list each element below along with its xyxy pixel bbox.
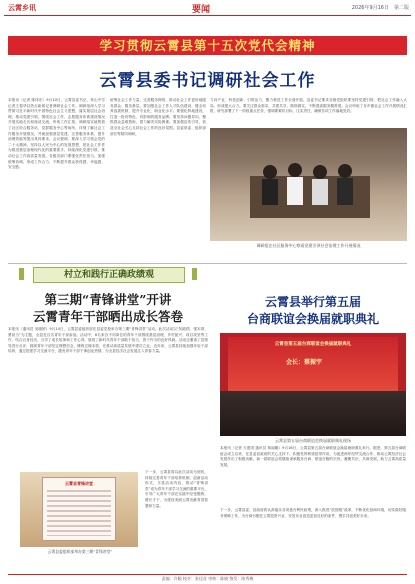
third-headline-line1: 云霄县举行第五届 — [264, 295, 361, 309]
people-illustration-icon — [250, 158, 370, 218]
top-story-body-col3: 力向产业、科技创新、引领活力，聚力推进工作全面开展。县委书记要求各级党组织要坚持党建引领，把社会工作融入大局，形成强大合力。要关注群众需求，共建共享，做细做实，不断提高服务精准度。会议听取了各乡镇社会工作开展情况汇报，研究部署了下一阶段重点任务，强调要紧盯目标，压实责任，确保各项工作落地见效。 — [210, 98, 407, 114]
top-headline: 云霄县委书记调研社会工作 — [99, 71, 316, 91]
top-story-body-col1: 本报讯（记者 陈伟东）9月10日，云霄县委书记、常山中学记者王春华以热点新闻记者调研社会工作。调研组深入学习贯彻习近平新时代中国特色社会主义思想，落实基层社会治理，推动党建引领，围绕社会工作、志愿服务体系建设情况开展实地走访和座谈交流，听取工作汇报。调研组实地察看了社区综合服务站、党群服务中心等场所，详细了解社会工作服务开展情况，并就加强基层党建、完善服务体系、提升治理效能等提出具体要求。会议强调，要深入学习领会党的二十大精神，坚持以人民为中心的发展思想，把社会工作作为推进基层治理现代化的重要抓手，持续深化党建引领，推动社会工作高质量发展。各级各部门要强化责任担当，加强统筹协调，形成工作合力，不断提升群众获得感、幸福感、安全感。 — [8, 98, 105, 170]
column-tag: 村立和践行正确政绩观 — [33, 267, 185, 283]
second-headline-line2: 云霄青年干部晒出成长答卷 — [32, 309, 183, 324]
third-headline-line2: 台商联谊会换届就职典礼 — [246, 312, 379, 326]
third-story-photo — [220, 333, 406, 436]
second-story-body: 本报讯（通讯员 吴晓婷）9月14日，云霄县委组织部在县委党校举办第三期“青锋讲堂”活动。此次活动以“知政情、强本领、勇担当”为主题，全县近百名青年干部参加。活动中，6名来自不同岗位的青年干部围绕基层治理、乡村振兴、项目攻坚等工作，结合自身经历，分享了成长故事和工作心得，展现了新时代青年干部敢于担当、善于作为的良好风貌。活动还邀请了县领导进行点评，鼓励青年干部坚定理想信念，锤炼过硬本领，在推动高质量发展中建功立业。近年来，云霄县持续加强年轻干部培养，通过搭建学习交流平台，激发青年干部干事创业热情，为全县经济社会发展注入青春力量。 — [8, 327, 208, 354]
tag-left-ornament — [19, 268, 24, 280]
stage-screen — [228, 337, 398, 392]
stage-screen-subtitle: 会长：蔡振宇 — [286, 359, 323, 366]
lecture-board-lines — [47, 490, 111, 536]
top-story-body-col2: 统筹社会工作力量，完善服务网络，推动社会工作更好地服务群众、服务基层。要加强社会工作人才队伍建设，健全培养选拔机制，提升专业化、职业化水平。要强化阵地建设，打造一批有特色、有影响的服务品牌。要坚持问题导向，聚焦群众急难愁盼，着力解决实际困难。要加强宣传引导，营造全社会关心支持社会工作的良好氛围。县委常委、组织部部长等陪同调研。 — [110, 98, 206, 136]
page-header — [4, 2, 411, 16]
second-story-body-cont: 下一步，云霄县将以此次活动为契机，持续完善青年干部培养机制，创新活动形式，丰富活动内容，推动“青锋讲堂”成为青年干部学习交流的重要平台，引导广大青年干部在实践中经受锻炼、增长才干，为建设美丽云霄贡献青春智慧和力量。 — [145, 470, 208, 508]
editor-credits: 责编：许颖 校对：张佳音 审核：陈晓 签发：陈秀梅 — [161, 576, 254, 581]
lecture-board — [42, 477, 116, 541]
section-title: 要闻 — [192, 5, 211, 15]
tag-right-ornament — [192, 268, 197, 280]
issue-date: 2026年9月16日 第二版 — [351, 5, 409, 11]
second-story-photo-caption: 云霄县委组织部举办第三期“青锋讲堂” — [47, 549, 113, 554]
third-story-body: 本报讯（记者 方建国 通讯员 林丽娜）9月16日，云霄县第五届台商联谊会换届就职典礼举行。据悉，第五届台商联谊会成立以来，在县委县政府的关心支持下，积极发挥桥梁纽带作用，为促进两岸经贸交流合作、推动云霄经济社会发展作出了积极贡献。新一届联谊会将继续秉承服务台商、联谊台胞的宗旨，凝聚共识，共谋发展，助力云霄高质量发展。 — [220, 446, 406, 467]
third-story-photo-caption: 云霄县第五届台商联谊会换届就职典礼现场 — [275, 438, 351, 443]
lecture-board-title: 云霄县青锋讲堂 — [65, 481, 93, 486]
top-banner: 学习贯彻云霄县第十五次党代会精神 — [8, 36, 407, 55]
section-divider — [8, 263, 407, 264]
third-story-body-cont: 下一步，云霄县委、县政府将认真落实各项惠台利民政策，深入推进“放管服”改革，不断优化营商环境，切实做好服务保障工作，为台商台胞在云霄投资兴业、安居乐业创造更加良好的条件，携手共创美好未来。 — [220, 508, 406, 518]
second-story-photo — [20, 472, 138, 547]
stage-screen-title: 云霄县第五届台商联谊会换届就职典礼 — [274, 342, 352, 347]
top-story-photo — [210, 128, 407, 241]
top-story-photo-caption: 调研组在社区服务中心察看党建引领社会治理工作开展情况 — [256, 243, 361, 248]
audience-silhouette — [220, 391, 406, 436]
second-headline-line1: 第三期“青锋讲堂”开讲 — [44, 292, 172, 307]
footer-rule — [8, 574, 407, 575]
paper-name: 云霄乡讯 — [8, 3, 36, 12]
